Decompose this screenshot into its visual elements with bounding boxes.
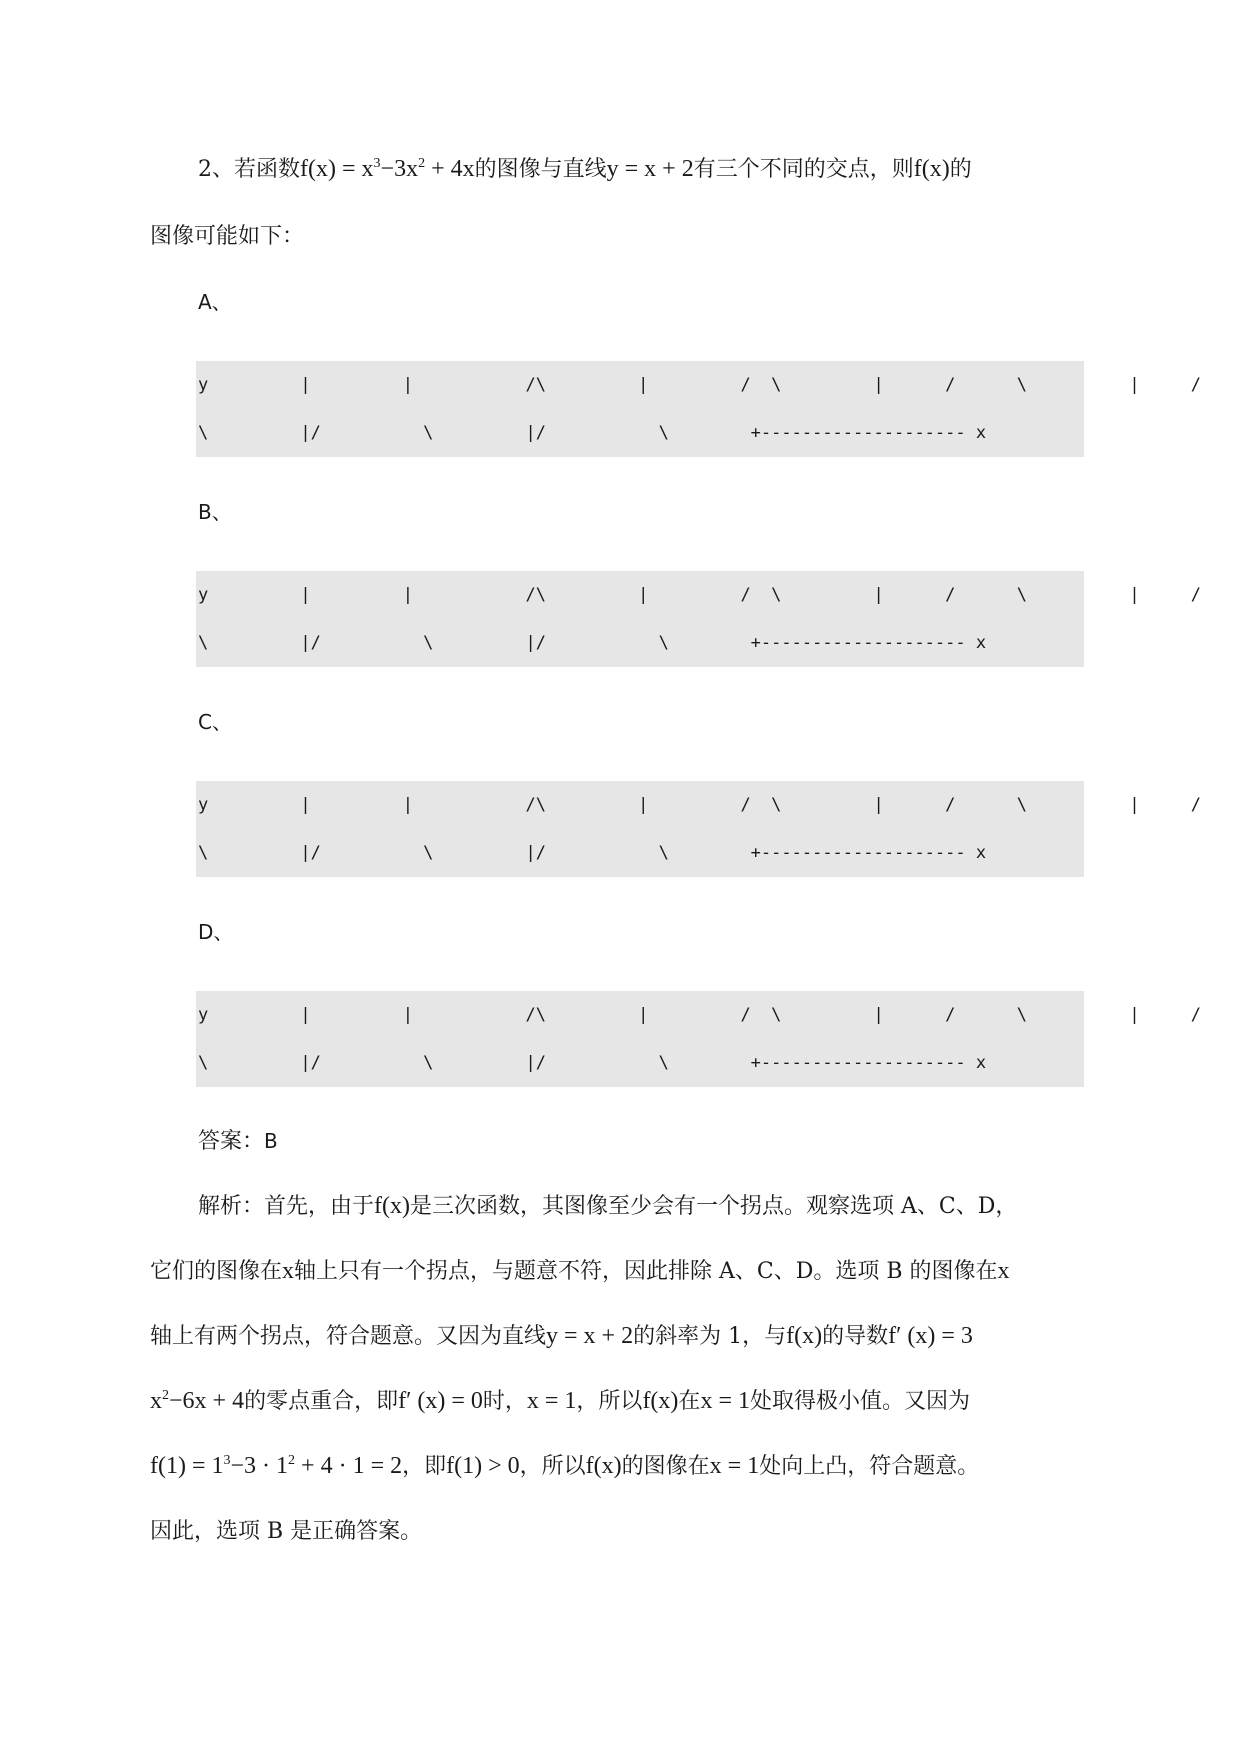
answer-label: 答案：: [198, 1129, 265, 1154]
option-a-label: A、: [198, 290, 232, 314]
analysis-line-4: $x^2-6x + 4$的零点重合，即f′ (x) = 0时，x = 1，所以f(x)在x = 1处取得极小值。又因为: [150, 1388, 970, 1414]
option-c-label: C、: [198, 710, 232, 734]
option-b-graph: [196, 571, 1202, 667]
option-c-graph-row-1: y | | /\ | / \ | / \ | /: [198, 795, 1202, 815]
question-line-1: 2、若函数$f(x) = x^3-3x^2 + 4x$的图像与直线y = x + 2有三个不同的交点，则f(x)的: [198, 156, 972, 182]
analysis-line-2: 它们的图像在x轴上只有一个拐点，与题意不符，因此排除 A、C、D。选项 B 的图像在x: [150, 1258, 1010, 1284]
option-c-graph: [196, 781, 1202, 877]
analysis-line-1: 解析：首先，由于f(x)是三次函数，其图像至少会有一个拐点。观察选项 A、C、D，: [198, 1193, 1018, 1219]
option-b-graph-row-2: \ |/ \ |/ \ +-------------------- x: [198, 633, 987, 653]
option-a-graph: [196, 361, 1202, 457]
option-b-graph-row-1: y | | /\ | / \ | / \ | /: [198, 585, 1202, 605]
question-number: 2、: [198, 157, 234, 182]
answer-value: B: [264, 1129, 278, 1153]
answer-line: [198, 1124, 1138, 1155]
analysis-line-6: 因此，选项 B 是正确答案。: [150, 1519, 423, 1544]
option-a-graph-row-2: \ |/ \ |/ \ +-------------------- x: [198, 423, 987, 443]
option-c-graph-row-2: \ |/ \ |/ \ +-------------------- x: [198, 843, 987, 863]
option-b-label: B、: [198, 500, 232, 524]
option-a-graph-row-1: y | | /\ | / \ | / \ | /: [198, 375, 1202, 395]
question-line-2: 图像可能如下：: [150, 224, 305, 249]
analysis-line-3: 轴上有两个拐点，符合题意。又因为直线y = x + 2的斜率为 1，与f(x)的导数f′ (x) = 3: [150, 1323, 973, 1349]
option-d-label: D、: [198, 920, 234, 944]
option-d-graph: [196, 991, 1202, 1087]
option-d-graph-row-1: y | | /\ | / \ | / \ | /: [198, 1005, 1202, 1025]
option-d-graph-row-2: \ |/ \ |/ \ +-------------------- x: [198, 1053, 987, 1073]
analysis-line-5: $f(1) = 1^3-3 \cdot 1^2 + 4 \cdot 1 = 2$，即f(1) > 0，所以f(x)的图像在x = 1处向上凸，符合题意。: [150, 1453, 980, 1479]
